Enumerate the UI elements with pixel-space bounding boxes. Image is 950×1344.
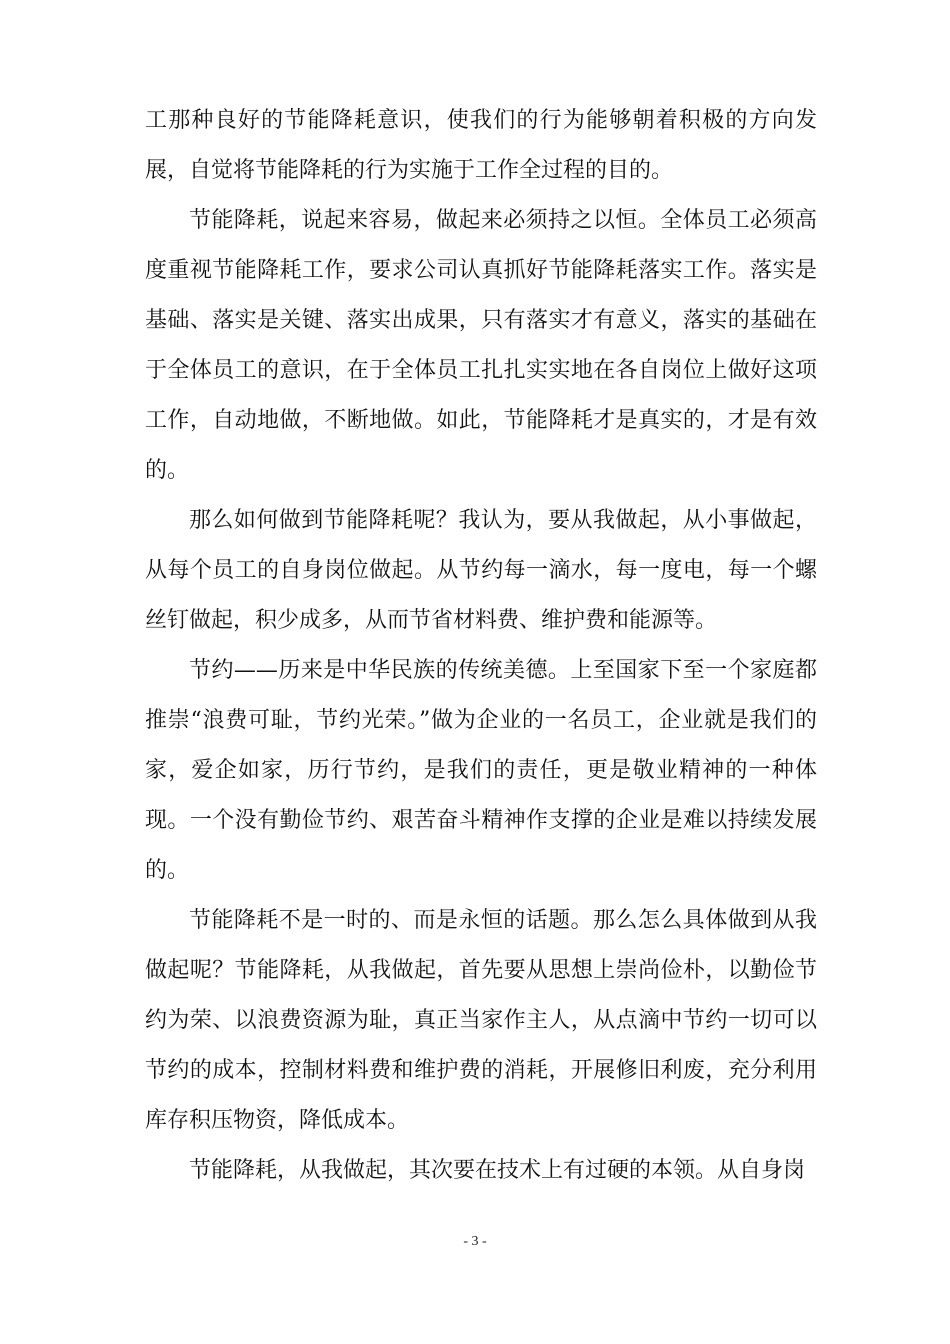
page-number: - 3 - (463, 1234, 487, 1249)
paragraph-2: 节能降耗，说起来容易，做起来必须持之以恒。全体员工必须高度重视节能降耗工作，要求公司认真抓好节能降耗落实工作。落实是基础、落实是关键、落实出成果，只有落实才有意义，落实的基础在于全体员工的意识，在于全体员工扎扎实实地在各自岗位上做好这项工作，自动地做，不断地做。如此，节能降耗才是真实的，才是有效的。 (145, 208, 817, 483)
paragraph-4: 节约——历来是中华民族的传统美德。上至国家下至一个家庭都推崇“浪费可耻，节约光荣。”做为企业的一名员工，企业就是我们的家，爱企如家，历行节约，是我们的责任，更是敬业精神的一种体现。一个没有勤俭节约、艰苦奋斗精神作支撑的企业是难以持续发展的。 (145, 658, 817, 883)
document-body (145, 96, 817, 1196)
paragraph-5: 节能降耗不是一时的、而是永恒的话题。那么怎么具体做到从我做起呢？节能降耗，从我做起，首先要从思想上崇尚俭朴，以勤俭节约为荣、以浪费资源为耻，真正当家作主人，从点滴中节约一切可以节约的成本，控制材料费和维护费的消耗，开展修旧利废，充分利用库存积压物资，降低成本。 (145, 908, 817, 1133)
paragraph-6: 节能降耗，从我做起，其次要在技术上有过硬的本领。从自身岗 (189, 1158, 806, 1183)
paragraph-3: 那么如何做到节能降耗呢？我认为，要从我做起，从小事做起，从每个员工的自身岗位做起。从节约每一滴水，每一度电，每一个螺丝钉做起，积少成多，从而节省材料费、维护费和能源等。 (145, 508, 817, 633)
paragraph-1: 工那种良好的节能降耗意识，使我们的行为能够朝着积极的方向发展，自觉将节能降耗的行为实施于工作全过程的目的。 (145, 108, 817, 183)
